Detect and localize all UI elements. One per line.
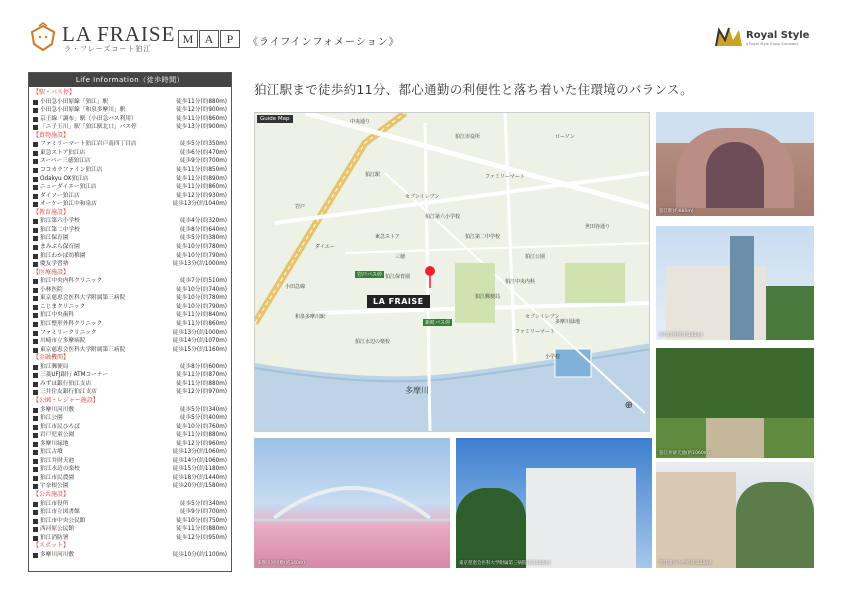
bullet-icon: [33, 331, 38, 336]
map-label: 三徳: [395, 254, 406, 260]
facility-name: 狛江市民農園: [40, 474, 75, 481]
bullet-icon: [33, 519, 38, 524]
photo-caption: 狛江駅(約880m): [659, 209, 694, 214]
facility-row: [33, 157, 227, 166]
facility-row: [33, 243, 227, 252]
facility-name: 東急ストア狛江店: [40, 149, 86, 156]
facility-name: 狛江第二中学校: [40, 226, 80, 233]
facility-distance: 徒歩5分(約340m): [179, 406, 227, 413]
bullet-icon: [33, 476, 38, 481]
map-label: 狛江市役所: [455, 134, 481, 140]
facility-name: 狛江市役所: [40, 500, 69, 507]
bullet-icon: [33, 425, 38, 430]
map-label: 狛江第六小学校: [425, 214, 461, 220]
facility-name: 小林医院: [40, 286, 63, 293]
facility-name: 三井住友銀行狛江支店: [40, 389, 97, 396]
facility-distance: 徒歩5分(約340m): [179, 500, 227, 507]
map-label: 世田谷通り: [585, 224, 611, 230]
headline: 狛江駅まで徒歩約11分、都心通勤の利便性と落ち着いた住環境のバランス。: [254, 82, 693, 97]
facility-name: こじまクリニック: [40, 303, 86, 310]
map-letter: P: [220, 30, 240, 48]
map-label: 和泉多摩川駅: [295, 314, 326, 320]
facility-name: 狛江中央内科クリニック: [40, 278, 103, 285]
map-label: 東急ストア: [375, 234, 400, 240]
facility-distance: 徒歩12分(約950m): [176, 534, 227, 541]
facility-row: [33, 406, 227, 415]
facility-distance: 徒歩10分(約780m): [176, 243, 227, 250]
map-graphic: [255, 113, 650, 432]
map-label: セブンイレブン: [525, 314, 560, 320]
facility-row: [33, 474, 227, 483]
facility-distance: 徒歩10分(約1100m): [172, 551, 227, 558]
facility-row: [33, 440, 227, 449]
facility-distance: 徒歩4分(約320m): [179, 218, 227, 225]
facility-name: 小田急小田原線「狛江」駅: [40, 98, 109, 105]
facility-row: [33, 106, 227, 115]
facility-distance: 徒歩10分(約790m): [176, 303, 227, 310]
facility-distance: 徒歩15分(約1180m): [172, 466, 227, 473]
map-label: 狛江水辺の楽校: [355, 339, 391, 345]
category-heading: 【公園・レジャー施設】: [33, 396, 99, 404]
facility-name: ファミリーマート狛江岩戸南四丁目店: [40, 141, 137, 148]
facility-distance: 徒歩12分(約970m): [176, 389, 227, 396]
facility-name: スーパー三徳狛江店: [40, 158, 91, 165]
bullet-icon: [33, 339, 38, 344]
facility-name: 宇奈根公園: [40, 483, 69, 490]
facility-row: [33, 192, 227, 201]
bullet-icon: [33, 151, 38, 156]
facility-name: ココカラファイン狛江店: [40, 167, 103, 174]
facility-name: 狛江中央歯科: [40, 312, 75, 319]
category-heading: 【買物施設】: [33, 131, 70, 139]
map-label: セブンイレブン: [405, 194, 440, 200]
facility-distance: 徒歩13分(約900m): [176, 124, 227, 131]
compass-icon: ⊕: [624, 400, 633, 411]
facility-name: 狛江郵便局: [40, 363, 69, 370]
map-label: 狛江駅: [365, 172, 381, 178]
facility-row: [33, 149, 227, 158]
map-label: 狛江公園: [525, 254, 546, 260]
bullet-icon: [33, 536, 38, 541]
facility-name: 三菱UFJ銀行 ATMコーナー: [40, 372, 109, 379]
bullet-icon: [33, 450, 38, 455]
facility-row: [33, 260, 227, 269]
facility-distance: 徒歩11分(約880m): [176, 380, 227, 387]
facility-distance: 徒歩10分(約780m): [176, 295, 227, 302]
category-heading: 【金融機関】: [33, 354, 70, 362]
facility-row: [33, 363, 227, 372]
facility-name: 多摩川河川敷: [40, 551, 75, 558]
facility-row: [33, 303, 227, 312]
bullet-icon: [33, 510, 38, 515]
facility-row: [33, 371, 227, 380]
facility-row: [33, 329, 227, 338]
map-label: ファミリーマート: [485, 174, 525, 180]
category-heading: 【公共施設】: [33, 490, 70, 498]
map-label: 狛江中央内科: [505, 279, 536, 285]
bullet-icon: [33, 228, 38, 233]
facility-distance: 徒歩13分(約1000m): [172, 329, 227, 336]
bullet-icon: [33, 159, 38, 164]
facility-distance: 徒歩10分(約740m): [176, 286, 227, 293]
facility-row: [33, 380, 227, 389]
facility-row: [33, 166, 227, 175]
facility-distance: 徒歩11分(約890m): [176, 175, 227, 182]
facility-distance: 徒歩12分(約960m): [176, 440, 227, 447]
map-label: 中央通り: [350, 119, 371, 125]
category-heading: 【教育施設】: [33, 208, 70, 216]
bullet-icon: [33, 382, 38, 387]
bullet-icon: [33, 305, 38, 310]
facility-distance: 徒歩13分(約1060m): [172, 449, 227, 456]
bullet-icon: [33, 236, 38, 241]
facility-name: 狛江古墳: [40, 449, 63, 456]
facility-distance: 徒歩5分(約380m): [179, 235, 227, 242]
bullet-icon: [33, 484, 38, 489]
facility-row: [33, 311, 227, 320]
map-label: ローソン: [555, 134, 575, 140]
facility-row: [33, 294, 227, 303]
facility-name: 狛江弁財天池: [40, 457, 75, 464]
category-heading: 【スポット】: [33, 542, 70, 550]
map-title: [178, 30, 241, 48]
royal-crown-logo-icon: [714, 26, 744, 50]
facility-name: 多摩川河川敷: [40, 406, 75, 413]
facility-row: [33, 123, 227, 132]
facility-row: [33, 508, 227, 517]
facility-distance: 徒歩11分(約860m): [176, 115, 227, 122]
facility-distance: 徒歩11分(約860m): [176, 184, 227, 191]
facility-row: [33, 431, 227, 440]
facility-row: [33, 423, 227, 432]
facility-name: 狛江市中央公民館: [40, 517, 86, 524]
facility-name: ファミリークリニック: [40, 329, 97, 336]
facility-name: 狛江水辺の楽校: [40, 466, 80, 473]
facility-distance: 徒歩12分(約900m): [176, 107, 227, 114]
facility-row: [33, 551, 227, 560]
facility-row: [33, 465, 227, 474]
facility-name: まみぶら保育園: [40, 243, 80, 250]
facility-name: 狛江公園: [40, 415, 63, 422]
facility-name: 狛江第六小学校: [40, 218, 80, 225]
facility-name: 狛江市立図書館: [40, 509, 80, 516]
facility-name: 「ニ子玉川」駅「狛江駅北口」バス停: [40, 124, 137, 131]
facility-row: [33, 346, 227, 355]
facility-distance: 徒歩7分(約510m): [179, 278, 227, 285]
facility-row: [33, 200, 227, 209]
facility-row: [33, 457, 227, 466]
facility-distance: 徒歩5分(約350m): [179, 141, 227, 148]
facility-distance: 徒歩11分(約850m): [176, 167, 227, 174]
facility-distance: 徒歩10分(約760m): [176, 423, 227, 430]
facility-distance: 徒歩11分(約880m): [176, 526, 227, 533]
bullet-icon: [33, 194, 38, 199]
facility-distance: 徒歩11分(約860m): [176, 320, 227, 327]
bullet-icon: [33, 390, 38, 395]
facility-name: 岩戸児童公園: [40, 432, 75, 439]
facility-row: [33, 115, 227, 124]
facility-name: 狛江整形外科クリニック: [40, 320, 103, 327]
map-label: 狛江郵便局: [475, 294, 501, 300]
bullet-icon: [33, 219, 38, 224]
guide-map-label: Guide Map: [257, 115, 293, 123]
bullet-icon: [33, 322, 38, 327]
facility-distance: 徒歩14分(約1070m): [172, 338, 227, 345]
facility-name: ダイソー狛江店: [40, 192, 80, 199]
photo-station: [656, 112, 814, 216]
facility-distance: 徒歩11分(約880m): [176, 98, 227, 105]
map-label: 岩戸: [295, 204, 306, 210]
facility-name: みずほ銀行狛江支店: [40, 380, 92, 387]
facility-distance: 徒歩12分(約930m): [176, 192, 227, 199]
facility-row: [33, 320, 227, 329]
bullet-icon: [33, 100, 38, 105]
life-information-panel: [28, 72, 232, 572]
facility-name: 東京慈恵会医科大学附属第三病院: [40, 295, 126, 302]
facility-name: 多摩川緑地: [40, 440, 69, 447]
bus-stop-marker: 岩戸バス停: [357, 272, 383, 278]
facility-row: [33, 517, 227, 526]
bullet-icon: [33, 459, 38, 464]
facility-distance: 徒歩10分(約750m): [176, 517, 227, 524]
guide-map: [254, 112, 650, 432]
facility-name: ニューダイエー狛江店: [40, 184, 97, 191]
facility-distance: 徒歩15分(約1160m): [172, 346, 227, 353]
photo-riverbank: [254, 438, 450, 568]
river-label: 多摩川: [405, 386, 429, 395]
facility-name: 東京慈恵会医科大学附属第三病院: [40, 346, 126, 353]
facility-distance: 徒歩11分(約870m): [176, 372, 227, 379]
facility-row: [33, 286, 227, 295]
facility-name: 狛江保育園: [40, 235, 69, 242]
bullet-icon: [33, 279, 38, 284]
bullet-icon: [33, 408, 38, 413]
facility-row: [33, 183, 227, 192]
map-subtitle: 《ライフインフォメーション》: [248, 37, 400, 48]
panel-title: Life Information（徒歩時間）: [29, 73, 231, 87]
facility-row: [33, 500, 227, 509]
bullet-icon: [33, 296, 38, 301]
facility-distance: 徒歩11分(約880m): [176, 432, 227, 439]
facility-distance: 徒歩5分(約400m): [179, 415, 227, 422]
facility-row: [33, 414, 227, 423]
map-label: 小学校: [545, 354, 561, 360]
facility-name: 狛江消防署: [40, 534, 69, 541]
bullet-icon: [33, 185, 38, 190]
photo-caption: 多摩川河川敷(約340m): [257, 561, 305, 566]
photo-caption: 狛江市役所(約340m): [659, 333, 703, 338]
facility-name: 小田急小田原線「和泉多摩川」駅: [40, 107, 126, 114]
facility-distance: 徒歩14分(約1060m): [172, 457, 227, 464]
bridge-arch-icon: [254, 438, 450, 568]
bullet-icon: [33, 245, 38, 250]
facility-row: [33, 217, 227, 226]
header: [0, 0, 842, 66]
bullet-icon: [33, 365, 38, 370]
bullet-icon: [33, 348, 38, 353]
facility-row: [33, 337, 227, 346]
photo-city-hall: [656, 226, 814, 340]
bullet-icon: [33, 433, 38, 438]
company-tagline: a Royal Style Group Company: [746, 42, 799, 46]
category-heading: 【駅・バス停】: [33, 89, 76, 96]
map-label: ファミリーマート: [515, 329, 555, 335]
map-label: 小田急線: [285, 284, 306, 290]
bullet-icon: [33, 108, 38, 113]
bullet-icon: [33, 288, 38, 293]
facility-row: [33, 388, 227, 397]
facility-name: Odakyu OX狛江店: [40, 175, 89, 182]
photo-school: [656, 462, 814, 568]
map-label: 狛江第二中学校: [465, 234, 501, 240]
facility-distance: 徒歩8分(約640m): [179, 226, 227, 233]
facility-row: [33, 175, 227, 184]
map-label: ダイエー: [315, 244, 335, 250]
facility-distance: 徒歩11分(約840m): [176, 312, 227, 319]
bus-stop-marker: 新町バス停: [425, 320, 451, 326]
brand-name: LA FRAISE: [62, 22, 176, 46]
facility-name: 西河原公民館: [40, 526, 75, 533]
bullet-icon: [33, 254, 38, 259]
bullet-icon: [33, 416, 38, 421]
facility-distance: 徒歩20分(約1580m): [172, 483, 227, 490]
bullet-icon: [33, 373, 38, 378]
photo-caption: 東京慈恵会医科大学附属第三病院(約1160m): [459, 561, 551, 566]
bullet-icon: [33, 117, 38, 122]
category-heading: 【医療施設】: [33, 268, 70, 276]
facility-row: [33, 234, 227, 243]
bullet-icon: [33, 125, 38, 130]
facility-distance: 徒歩18分(約1440m): [172, 474, 227, 481]
brand-subtitle: ラ・フレーズコート狛江: [64, 45, 152, 53]
facility-distance: 徒歩9分(約700m): [179, 158, 227, 165]
bullet-icon: [33, 467, 38, 472]
facility-distance: 徒歩13分(約1040m): [172, 201, 227, 208]
facility-name: 慶友学習塾: [40, 261, 69, 268]
facility-distance: 徒歩13分(約1000m): [172, 261, 227, 268]
strawberry-logo-icon: [28, 22, 58, 52]
facility-row: [33, 252, 227, 261]
bullet-icon: [33, 502, 38, 507]
bullet-icon: [33, 202, 38, 207]
bullet-icon: [33, 177, 38, 182]
photo-hospital: [456, 438, 652, 568]
facility-row: [33, 98, 227, 107]
facility-name: 狛江わかば幼稚園: [40, 252, 86, 259]
facility-distance: 徒歩8分(約600m): [179, 363, 227, 370]
facility-name: 川崎市立多摩病院: [40, 338, 86, 345]
property-marker: LA FRAISE: [367, 295, 430, 308]
bullet-icon: [33, 553, 38, 558]
facility-name: オーケー狛江中和泉店: [40, 201, 97, 208]
bullet-icon: [33, 313, 38, 318]
facility-name: 京王線「調布」駅（小田急バス利用）: [40, 115, 137, 122]
photo-caption: 狛江弁財天池(約1060m): [659, 451, 710, 456]
bullet-icon: [33, 442, 38, 447]
facility-name: 狛江市民ひろば: [40, 423, 80, 430]
facility-row: [33, 525, 227, 534]
facility-row: [33, 482, 227, 491]
map-letter: A: [199, 30, 219, 48]
bullet-icon: [33, 168, 38, 173]
photo-pond-park: [656, 348, 814, 458]
facility-row: [33, 140, 227, 149]
company-name: Royal Style: [746, 30, 810, 41]
bullet-icon: [33, 527, 38, 532]
map-label: 狛江保育園: [385, 274, 411, 280]
facility-distance: 徒歩6分(約470m): [179, 149, 227, 156]
photo-caption: 狛江第六小学校(約320m): [659, 561, 712, 566]
facility-row: [33, 448, 227, 457]
bullet-icon: [33, 142, 38, 147]
facility-list: [29, 87, 231, 561]
map-letter: M: [178, 30, 198, 48]
facility-row: [33, 226, 227, 235]
facility-distance: 徒歩10分(約790m): [176, 252, 227, 259]
map-label: 多摩川緑地: [555, 319, 581, 325]
facility-distance: 徒歩9分(約700m): [179, 509, 227, 516]
facility-row: [33, 277, 227, 286]
bullet-icon: [33, 262, 38, 267]
